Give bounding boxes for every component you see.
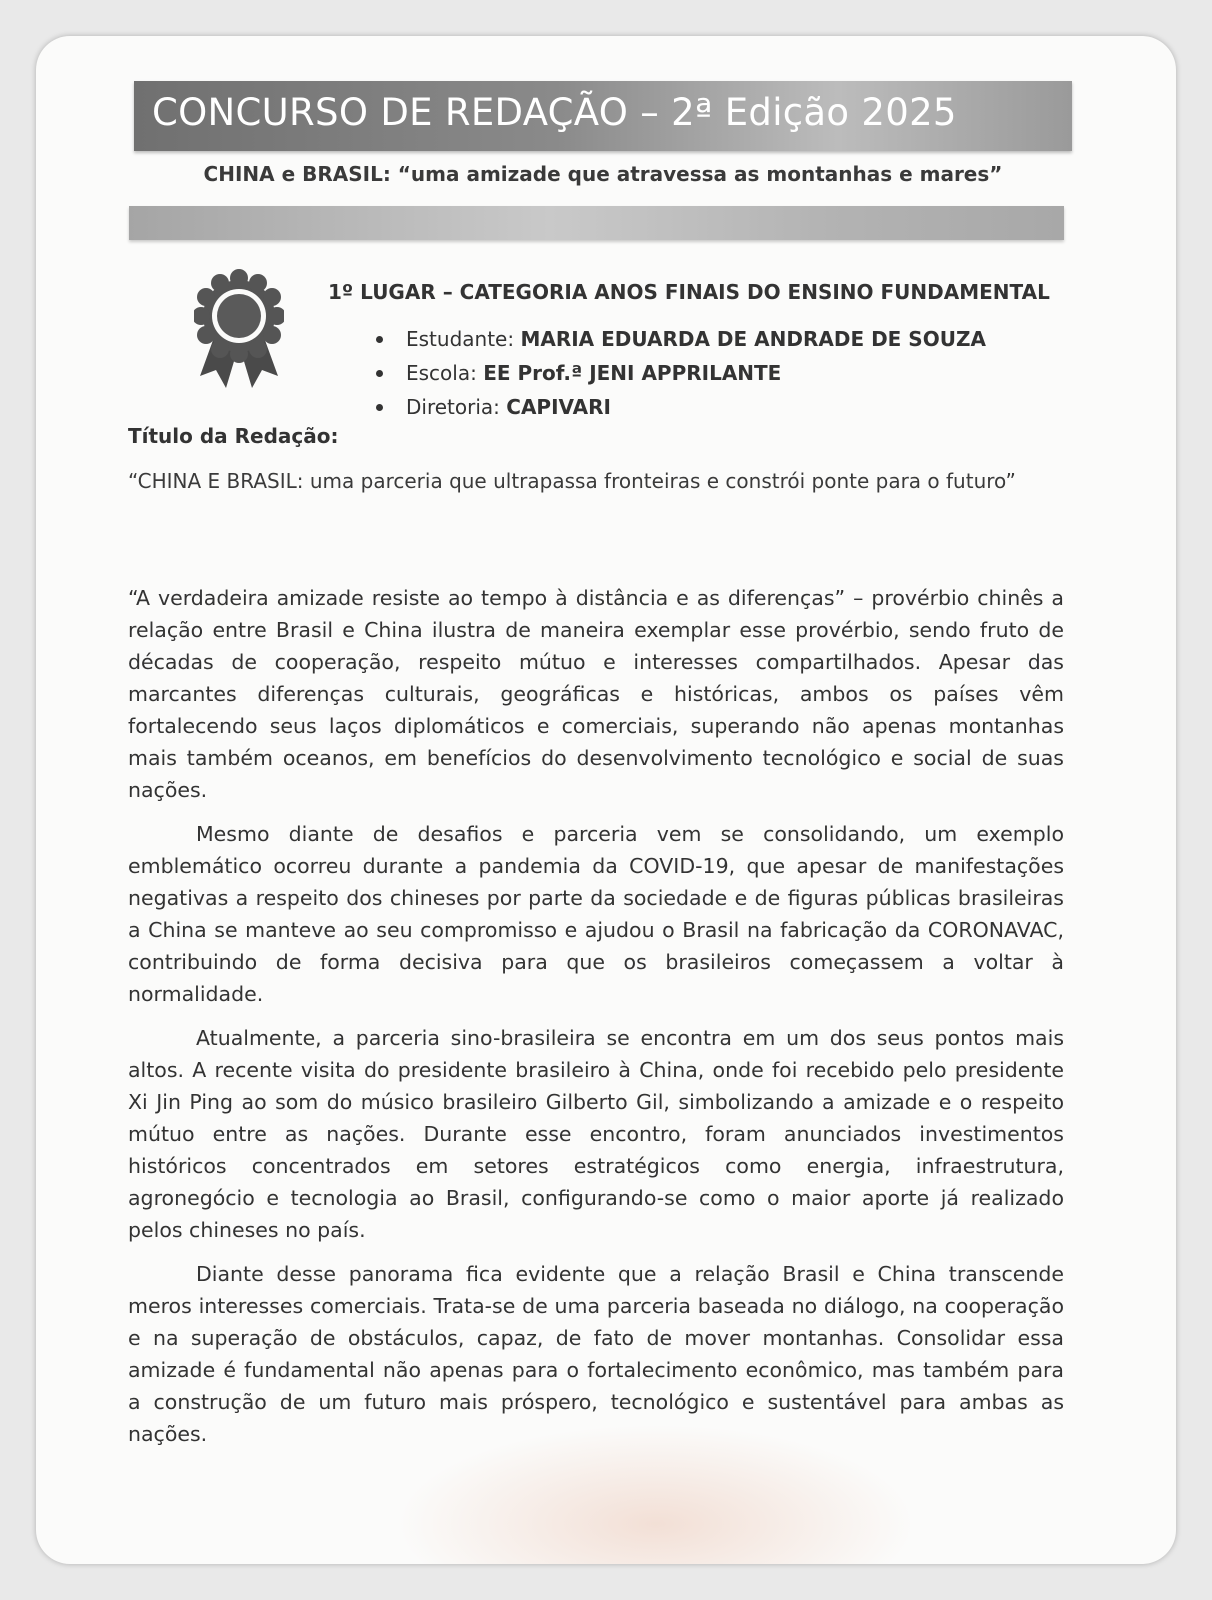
- essay-paragraph: Diante desse panorama fica evidente que a relação Brasil e China transcende meros interesses comerciais. Trata-se de uma parceria baseada no diálogo, na cooperação e na superação de obstáculos, capaz, de fato de mover montanhas. Consolidar essa amizade é fundamental não apenas para o fortalecimento econômico, mas também para a construção de um futuro mais próspero, tecnológico e sustentável para ambas as nações.: [128, 1262, 1064, 1446]
- award-heading: 1º LUGAR – CATEGORIA ANOS FINAIS DO ENSINO FUNDAMENTAL: [328, 280, 1050, 304]
- essay-body: [128, 582, 1064, 1462]
- document-page: [36, 36, 1176, 1564]
- essay-paragraph: Mesmo diante de desafios e parceria vem se consolidando, um exemplo emblemático ocorreu durante a pandemia da COVID-19, que apesar de manifestações negativas a respeito dos chineses por parte da sociedade e de figuras públicas brasileiras a China se manteve ao seu compromisso e ajudou o Brasil na fabricação da CORONAVAC, contribuindo de forma decisiva para que os brasileiros começassem a voltar à normalidade.: [128, 822, 1064, 1006]
- student-item: [406, 322, 986, 356]
- essay-title-label: Título da Redação:: [128, 424, 339, 448]
- student-label: Estudante:: [406, 327, 515, 351]
- winner-info-list: [406, 322, 986, 424]
- title-banner: [134, 81, 1072, 151]
- contest-title: CONCURSO DE REDAÇÃO – 2ª Edição 2025: [152, 91, 957, 134]
- award-ribbon-icon: [194, 266, 284, 396]
- student-name: MARIA EDUARDA DE ANDRADE DE SOUZA: [520, 327, 986, 351]
- essay-title: “CHINA E BRASIL: uma parceria que ultrapassa fronteiras e constrói ponte para o futuro”: [128, 469, 1016, 493]
- contest-subtitle: CHINA e BRASIL: “uma amizade que atravessa as montanhas e mares”: [203, 162, 1003, 186]
- board-name: CAPIVARI: [506, 395, 611, 419]
- essay-paragraph: Atualmente, a parceria sino-brasileira se encontra em um dos seus pontos mais altos. A recente visita do presidente brasileiro à China, onde foi recebido pelo presidente Xi Jin Ping ao som do músico brasileiro Gilberto Gil, simbolizando a amizade e o respeito mútuo entre as nações. Durante esse encontro, foram anunciados investimentos históricos concentrados em setores estratégicos como energia, infraestrutura, agronegócio e tecnologia ao Brasil, configurando-se como o maior aporte já realizado pelos chineses no país.: [128, 1026, 1064, 1242]
- board-item: [406, 390, 986, 424]
- school-item: [406, 356, 986, 390]
- school-label: Escola:: [406, 361, 477, 385]
- decorative-band: [129, 206, 1064, 240]
- board-label: Diretoria:: [406, 395, 500, 419]
- essay-paragraph: “A verdadeira amizade resiste ao tempo à distância e as diferenças” – provérbio chinês a relação entre Brasil e China ilustra de maneira exemplar esse provérbio, sendo fruto de décadas de cooperação, respeito mútuo e interesses compartilhados. Apesar das marcantes diferenças culturais, geográficas e históricas, ambos os países vêm fortalecendo seus laços diplomáticos e comerciais, superando não apenas montanhas mais também oceanos, em benefícios do desenvolvimento tecnológico e social de suas nações.: [128, 586, 1064, 802]
- school-name: EE Prof.ª JENI APPRILANTE: [483, 361, 782, 385]
